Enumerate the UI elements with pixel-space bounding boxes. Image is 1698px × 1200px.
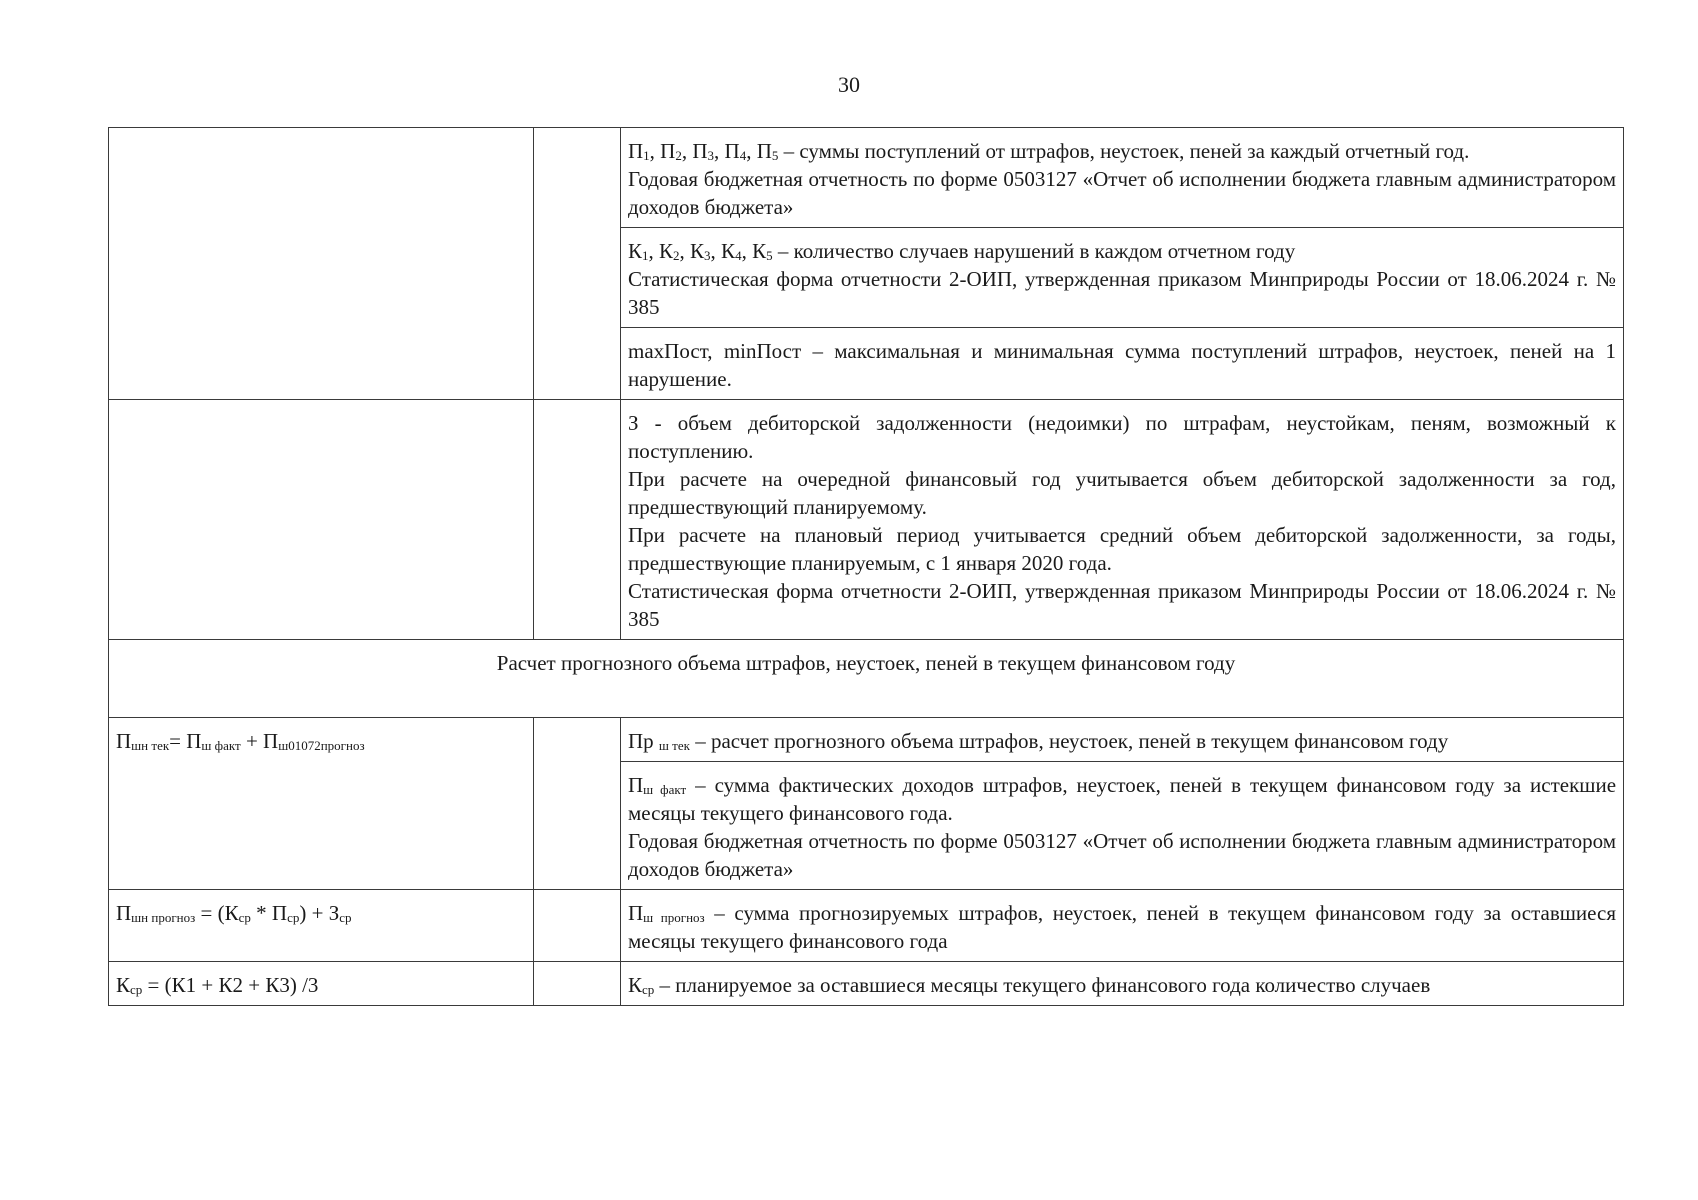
table-row <box>109 400 1624 640</box>
formula-cell: Пшн прогноз = (Кср * Пср) + Зср <box>109 890 534 962</box>
description-line: З - объем дебиторской задолженности (недоимки) по штрафам, неустойкам, пеням, возможный к поступлению. <box>628 411 1616 463</box>
description-cell: Кср – планируемое за оставшиеся месяцы текущего финансового года количество случаев <box>621 962 1624 1006</box>
middle-cell-empty <box>534 890 621 962</box>
formula-cell: Пшн тек= Пш факт + Пш01072прогноз <box>109 718 534 890</box>
table-row <box>109 718 1624 762</box>
description-line: П1, П2, П3, П4, П5 – суммы поступлений от штрафов, неустоек, пеней за каждый отчетный год. <box>628 139 1470 163</box>
description-cell <box>621 128 1624 228</box>
description-line: Годовая бюджетная отчетность по форме 0503127 «Отчет об исполнении бюджета главным администратором доходов бюджета» <box>628 829 1616 881</box>
table-row <box>109 962 1624 1006</box>
description-line: При расчете на плановый период учитывается средний объем дебиторской задолженности, за годы, предшествующие планируемым, с 1 января 2020 года. <box>628 523 1616 575</box>
page-number: 30 <box>838 72 860 97</box>
section-heading: Расчет прогнозного объема штрафов, неустоек, пеней в текущем финансовом году <box>109 640 1624 718</box>
table-row <box>109 890 1624 962</box>
description-line: Статистическая форма отчетности 2-ОИП, утвержденная приказом Минприроды России от 18.06.2024 г. № 385 <box>628 267 1616 319</box>
description-line: При расчете на очередной финансовый год учитывается объем дебиторской задолженности за год, предшествующий планируемому. <box>628 467 1616 519</box>
description-line: Статистическая форма отчетности 2-ОИП, утвержденная приказом Минприроды России от 18.06.2024 г. № 385 <box>628 579 1616 631</box>
document-table <box>108 127 1624 1006</box>
description-line: Годовая бюджетная отчетность по форме 0503127 «Отчет об исполнении бюджета главным администратором доходов бюджета» <box>628 167 1616 219</box>
description-line: Пш факт – сумма фактических доходов штрафов, неустоек, пеней в текущем финансовом году за истекшие месяцы текущего финансового года. <box>628 773 1617 825</box>
description-cell <box>621 328 1624 400</box>
description-line: maxПост, minПост – максимальная и минимальная сумма поступлений штрафов, неустоек, пеней на 1 нарушение. <box>628 339 1616 391</box>
middle-cell-empty <box>534 128 621 400</box>
formula-cell-empty <box>109 400 534 640</box>
middle-cell-empty <box>534 962 621 1006</box>
description-cell <box>621 228 1624 328</box>
table-row <box>109 128 1624 228</box>
description-cell: Пр ш тек – расчет прогнозного объема штрафов, неустоек, пеней в текущем финансовом году <box>621 718 1624 762</box>
formula-cell-empty <box>109 128 534 400</box>
description-line: К1, К2, К3, К4, К5 – количество случаев нарушений в каждом отчетном году <box>628 239 1296 263</box>
middle-cell-empty <box>534 400 621 640</box>
table-row <box>109 640 1624 718</box>
formula-cell: Кср = (К1 + К2 + К3) /3 <box>109 962 534 1006</box>
middle-cell-empty <box>534 718 621 890</box>
description-cell <box>621 400 1624 640</box>
description-cell <box>621 762 1624 890</box>
description-cell: Пш прогноз – сумма прогнозируемых штрафов, неустоек, пеней в текущем финансовом году за оставшиеся месяцы текущего финансового года <box>621 890 1624 962</box>
